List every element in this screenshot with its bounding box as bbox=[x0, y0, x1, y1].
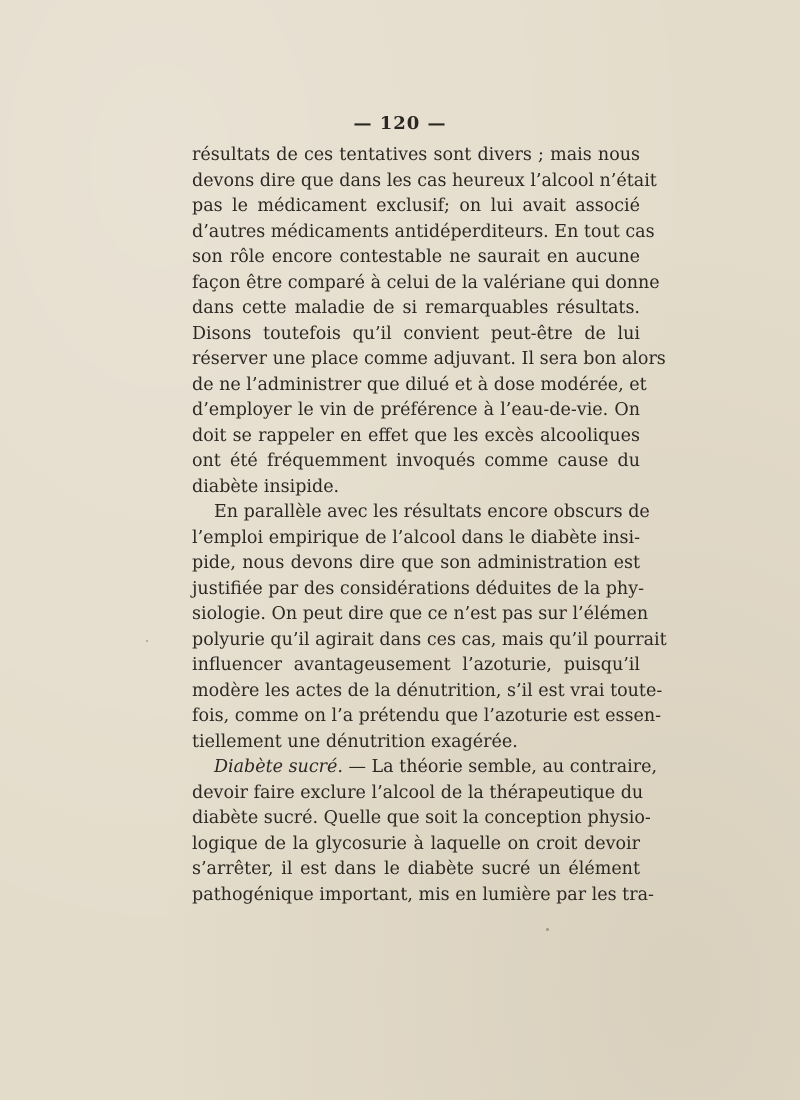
text-line: polyurie qu’il agirait dans ces cas, mais qu’il pourrait bbox=[192, 629, 667, 650]
text-line: pide, nous devons dire que son administration est bbox=[192, 553, 640, 573]
text-line: diabète sucré. Quelle que soit la conception physio- bbox=[192, 808, 651, 828]
text-line: devons dire que dans les cas heureux l’alcool n’était bbox=[192, 170, 657, 191]
section-heading: Diabète sucré. bbox=[214, 757, 343, 777]
text-line: diabète insipide. bbox=[192, 476, 340, 497]
text-line: influencer avantageusement l’azoturie, puisqu’il bbox=[192, 655, 640, 675]
text-line: s’arrêter, il est dans le diabète sucré un élément bbox=[192, 859, 640, 879]
text-line: pathogénique important, mis en lumière par les tra- bbox=[192, 884, 654, 905]
text-line: Disons toutefois qu’il convient peut-être de lui bbox=[192, 323, 640, 344]
page-number: — 120 — bbox=[353, 113, 447, 134]
body-text bbox=[192, 143, 667, 908]
text-line: tiellement une dénutrition exagérée. bbox=[192, 731, 518, 752]
text-line: de ne l’administrer que dilué et à dose modérée, et bbox=[192, 374, 647, 395]
text-line: justifiée par des considérations déduites de la phy- bbox=[192, 578, 644, 599]
text-line: En parallèle avec les résultats encore obscurs de bbox=[214, 502, 650, 522]
text-line: d’autres médicaments antidéperditeurs. En tout cas bbox=[192, 221, 655, 242]
section-heading-line bbox=[192, 755, 658, 781]
text-line: l’emploi empirique de l’alcool dans le diabète insi- bbox=[192, 527, 640, 548]
text-line: devoir faire exclure l’alcool de la thérapeutique du bbox=[192, 782, 644, 803]
text-line: ont été fréquemment invoqués comme cause du bbox=[192, 451, 640, 471]
text-line-continuation: — La théorie semble, au contraire, bbox=[342, 757, 658, 777]
paper-speck bbox=[546, 928, 549, 931]
text-line: fois, comme on l’a prétendu que l’azoturie est essen- bbox=[192, 706, 662, 726]
paper-speck bbox=[146, 640, 148, 642]
text-line: résultats de ces tentatives sont divers ; mais nous bbox=[192, 145, 640, 165]
text-line: son rôle encore contestable ne saurait en aucune bbox=[192, 247, 640, 267]
text-line: logique de la glycosurie à laquelle on croit devoir bbox=[192, 833, 640, 854]
text-line: modère les actes de la dénutrition, s’il est vrai toute- bbox=[192, 680, 663, 701]
text-line: réserver une place comme adjuvant. Il sera bon alors bbox=[192, 349, 666, 369]
text-line: pas le médicament exclusif; on lui avait associé bbox=[192, 196, 640, 216]
text-line: dans cette maladie de si remarquables résultats. bbox=[192, 298, 640, 318]
text-line: d’employer le vin de préférence à l’eau-de-vie. On bbox=[192, 400, 640, 420]
text-line: doit se rappeler en effet que les excès alcooliques bbox=[192, 425, 640, 446]
text-line: façon être comparé à celui de la valériane qui donne bbox=[192, 272, 660, 293]
text-line: siologie. On peut dire que ce n’est pas sur l’élémen bbox=[192, 604, 649, 624]
